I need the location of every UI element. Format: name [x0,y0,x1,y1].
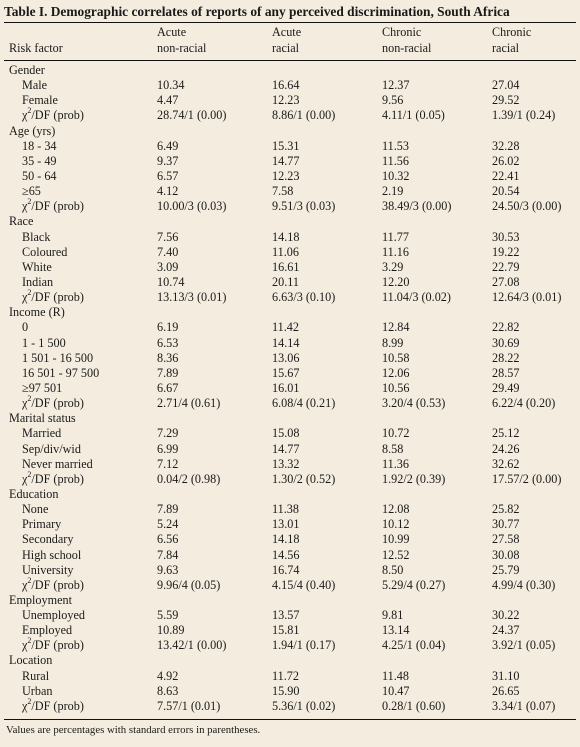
chi-square-row [0,575,580,593]
chi-square-row [0,396,580,411]
table-cell: 7.89 [157,365,179,380]
table-cell: 30.22 [492,608,520,623]
table-cell: 14.18 [272,229,300,244]
table-cell: 29.49 [492,380,520,395]
table-cell: 7.56 [157,229,179,244]
table-cell: 11.56 [382,153,409,168]
row-label: Sep/div/wid [22,441,81,456]
header-line-1: Acute [157,25,187,39]
chi-label: /DF (prob) [31,698,84,713]
table-cell: 8.58 [382,441,404,456]
row-label: 35 - 49 [22,153,57,168]
table-cell: 10.99 [382,532,410,547]
chi-square-row [0,199,580,214]
table-cell: 6.19 [157,320,179,335]
table-cell: 13.01 [272,517,300,532]
table-cell: 10.34 [157,78,185,93]
group-label: Marital status [9,411,76,426]
table-cell: 4.47 [157,93,179,108]
group-label: Race [9,214,34,229]
table-cell: 0.28/1 (0.60) [382,698,446,713]
table-cell: 32.62 [492,456,520,471]
table-cell: 15.81 [272,623,300,638]
table-cell: 11.48 [382,668,409,683]
row-label [22,638,84,653]
table-cell: 20.54 [492,184,520,199]
table-row [0,139,580,154]
table-cell: 10.58 [382,350,410,365]
table-cell: 5.59 [157,608,179,623]
chi-square-row [0,290,580,305]
table-cell: 8.63 [157,683,179,698]
table-cell: 10.74 [157,274,185,289]
table-cell: 8.50 [382,562,404,577]
table-cell: 10.47 [382,683,410,698]
chi-label: /DF (prob) [31,638,84,653]
table-body [0,63,580,714]
chi-symbol: χ [22,577,28,592]
row-label: Married [22,426,62,441]
header-line-1: Chronic [382,25,422,39]
table-row [0,93,580,108]
table-cell: 10.72 [382,426,410,441]
table-row [0,230,580,245]
table-row [0,275,580,290]
row-label: Unemployed [22,608,85,623]
group-label: Age (yrs) [9,123,56,138]
table-cell: 13.06 [272,350,300,365]
table-cell: 15.90 [272,683,300,698]
table-cell: 1.39/1 (0.24) [492,108,556,123]
header-acute-racial [272,25,301,57]
row-label: ≥65 [22,184,41,199]
table-cell: 9.96/4 (0.05) [157,577,221,592]
table-cell: 7.29 [157,426,179,441]
row-label: Secondary [22,532,74,547]
chi-superscript: 2 [27,636,32,646]
row-label: Female [22,93,58,108]
table-row [0,169,580,184]
table-cell: 28.74/1 (0.00) [157,108,227,123]
table-cell: 7.57/1 (0.01) [157,698,221,713]
row-label: Coloured [22,244,68,259]
group-label: Location [9,653,53,668]
chi-label: /DF (prob) [31,290,84,305]
table-cell: 32.28 [492,138,520,153]
row-label [22,575,84,593]
row-label: 16 501 - 97 500 [22,365,100,380]
group-header-row [0,214,580,229]
table-cell: 6.99 [157,441,179,456]
chi-superscript: 2 [27,288,32,298]
table-cell: 13.13/3 (0.01) [157,290,227,305]
group-label: Income (R) [9,305,65,320]
table-cell: 11.42 [272,320,299,335]
table-cell: 20.11 [272,274,299,289]
table-row [0,78,580,93]
table-cell: 5.24 [157,517,179,532]
table-cell: 14.14 [272,335,300,350]
table-cell: 7.12 [157,456,179,471]
table-cell: 3.92/1 (0.05) [492,638,556,653]
table-cell: 0.04/2 (0.98) [157,471,221,486]
group-header-row [0,487,580,502]
table-row [0,336,580,351]
table-cell: 28.22 [492,350,520,365]
header-risk-factor-label: Risk factor [9,40,63,55]
table-cell: 6.67 [157,380,179,395]
table-cell: 11.72 [272,668,299,683]
table-cell: 29.52 [492,93,520,108]
table-cell: 26.65 [492,683,520,698]
chi-superscript: 2 [27,394,32,404]
group-header-row [0,653,580,668]
table-cell: 8.86/1 (0.00) [272,108,336,123]
row-label: 1 501 - 16 500 [22,350,94,365]
chi-label: /DF (prob) [31,199,84,214]
table-cell: 11.38 [272,502,299,517]
table-cell: 30.77 [492,517,520,532]
table-cell: 3.20/4 (0.53) [382,396,446,411]
table-row [0,608,580,623]
header-line-2: racial [492,40,520,55]
group-header-row [0,593,580,608]
group-label: Gender [9,63,45,77]
chi-superscript: 2 [27,106,32,116]
table-cell: 6.63/3 (0.10) [272,290,336,305]
table-row [0,517,580,532]
table-cell: 22.82 [492,320,520,335]
chi-label: /DF (prob) [31,577,84,592]
table-cell: 4.92 [157,668,179,683]
table-cell: 10.00/3 (0.03) [157,199,227,214]
table-cell: 11.06 [272,244,299,259]
table-cell: 10.12 [382,517,410,532]
chi-superscript: 2 [27,575,32,585]
table-cell: 4.12 [157,184,179,199]
table-cell: 11.77 [382,229,409,244]
table-cell: 38.49/3 (0.00) [382,199,452,214]
row-label: 50 - 64 [22,168,57,183]
table-cell: 27.04 [492,78,520,93]
chi-symbol: χ [22,638,28,653]
row-label [22,396,84,411]
table-cell: 24.26 [492,441,520,456]
table-cell: 16.74 [272,562,300,577]
header-acute-non-racial [157,25,206,57]
row-label: ≥97 501 [22,380,63,395]
table-cell: 7.89 [157,502,179,517]
table-cell: 25.82 [492,502,520,517]
header-line-1: Acute [272,25,302,39]
table-cell: 12.23 [272,168,300,183]
table-cell: 14.77 [272,153,300,168]
group-header-row [0,124,580,139]
table-cell: 12.37 [382,78,410,93]
table-cell: 5.29/4 (0.27) [382,577,446,592]
table-cell: 31.10 [492,668,520,683]
chi-symbol: χ [22,290,28,305]
row-label: High school [22,547,82,562]
table-cell: 22.41 [492,168,520,183]
table-cell: 14.56 [272,547,300,562]
table-cell: 3.29 [382,259,404,274]
table-cell: 13.14 [382,623,410,638]
table-cell: 17.57/2 (0.00) [492,471,562,486]
table-cell: 4.99/4 (0.30) [492,577,556,592]
table-cell: 15.31 [272,138,300,153]
header-line-1: Chronic [492,25,532,39]
table-cell: 2.71/4 (0.61) [157,396,221,411]
table-cell: 11.36 [382,456,409,471]
table-cell: 13.32 [272,456,300,471]
table-row [0,184,580,199]
header-rule [4,60,576,61]
table-cell: 19.22 [492,244,520,259]
row-label: White [22,259,52,274]
table-cell: 13.57 [272,608,300,623]
table-cell: 7.84 [157,547,179,562]
table-cell: 25.79 [492,562,520,577]
table-cell: 16.01 [272,380,300,395]
table-cell: 6.49 [157,138,179,153]
row-label [22,108,84,123]
chi-symbol: χ [22,396,28,411]
chi-superscript: 2 [27,469,32,479]
table-row [0,548,580,563]
table-cell: 6.08/4 (0.21) [272,396,336,411]
table-row [0,532,580,547]
row-label [22,199,84,214]
row-label: Black [22,229,51,244]
row-label: Primary [22,517,62,532]
header-chronic-racial [492,25,531,57]
table-cell: 28.57 [492,365,520,380]
group-label: Education [9,486,59,501]
table-row [0,457,580,472]
table-cell: 1.94/1 (0.17) [272,638,336,653]
row-label: Urban [22,683,53,698]
chi-label: /DF (prob) [31,471,84,486]
table-row [0,154,580,169]
header-line-2: non-racial [382,40,432,55]
header-line-2: racial [272,40,300,55]
table-cell: 11.53 [382,138,409,153]
table-cell: 30.69 [492,335,520,350]
row-label: 0 [22,320,29,335]
chi-symbol: χ [22,698,28,713]
table-cell: 15.67 [272,365,300,380]
header-chronic-non-racial [382,25,431,57]
table-row [0,366,580,381]
table-cell: 12.23 [272,93,300,108]
table-cell: 4.11/1 (0.05) [382,108,445,123]
table-cell: 3.34/1 (0.07) [492,698,556,713]
row-label: None [22,502,49,517]
chi-symbol: χ [22,108,28,123]
chi-square-row [0,638,580,653]
header-risk-factor [9,25,63,57]
table-cell: 12.08 [382,502,410,517]
table-cell: 8.99 [382,335,404,350]
table-row [0,502,580,517]
table-cell: 30.08 [492,547,520,562]
row-label: Male [22,78,48,93]
table-cell: 7.40 [157,244,179,259]
table-cell: 6.53 [157,335,179,350]
table-cell: 12.64/3 (0.01) [492,290,562,305]
table-cell: 3.09 [157,259,179,274]
table-row [0,426,580,441]
table-row [0,381,580,396]
table-cell: 11.16 [382,244,409,259]
group-label: Employment [9,592,72,607]
table-row [0,320,580,335]
table-footnote: Values are percentages with standard errors in parentheses. [6,724,261,736]
table-cell: 1.92/2 (0.39) [382,471,446,486]
top-rule [4,22,576,23]
table-cell: 12.20 [382,274,410,289]
group-header-row [0,411,580,426]
row-label: Never married [22,456,93,471]
group-header-row [0,305,580,320]
chi-label: /DF (prob) [31,108,84,123]
table-cell: 12.06 [382,365,410,380]
table-cell: 10.89 [157,623,185,638]
table-cell: 9.63 [157,562,179,577]
table-row [0,245,580,260]
bottom-rule [4,719,576,720]
chi-superscript: 2 [27,197,32,207]
table-cell: 27.58 [492,532,520,547]
table-cell: 9.56 [382,93,404,108]
table-row [0,442,580,457]
table-cell: 9.81 [382,608,404,623]
table-cell: 15.08 [272,426,300,441]
table-cell: 7.58 [272,184,294,199]
table-title: Table I. Demographic correlates of reports of any perceived discrimination, South Africa [4,4,510,19]
table-cell: 6.56 [157,532,179,547]
row-label: 18 - 34 [22,138,57,153]
group-header-row [0,63,580,78]
table-cell: 14.77 [272,441,300,456]
table-row [0,684,580,699]
table-row [0,351,580,366]
table-cell: 13.42/1 (0.00) [157,638,227,653]
chi-superscript: 2 [27,696,32,706]
table-cell: 8.36 [157,350,179,365]
chi-symbol: χ [22,199,28,214]
table-cell: 10.56 [382,380,410,395]
row-label [22,290,84,305]
row-label [22,469,84,487]
table-cell: 12.84 [382,320,410,335]
table-cell: 30.53 [492,229,520,244]
table-cell: 22.79 [492,259,520,274]
row-label: University [22,562,74,577]
row-label: Employed [22,623,73,638]
table-cell: 9.51/3 (0.03) [272,199,336,214]
table-cell: 6.57 [157,168,179,183]
row-label: 1 - 1 500 [22,335,66,350]
table-cell: 26.02 [492,153,520,168]
row-label [22,696,84,714]
table-cell: 24.37 [492,623,520,638]
table-cell: 5.36/1 (0.02) [272,698,336,713]
table-cell: 25.12 [492,426,520,441]
chi-square-row [0,469,580,487]
table-row [0,669,580,684]
table-cell: 16.61 [272,259,300,274]
table-cell: 14.18 [272,532,300,547]
table-row [0,260,580,275]
table-cell: 6.22/4 (0.20) [492,396,556,411]
table-cell: 1.30/2 (0.52) [272,471,336,486]
chi-square-row [0,108,580,123]
table-cell: 24.50/3 (0.00) [492,199,562,214]
table-cell: 4.25/1 (0.04) [382,638,446,653]
table-cell: 10.32 [382,168,410,183]
header-line-2: non-racial [157,40,207,55]
table-row [0,623,580,638]
table-cell: 2.19 [382,184,404,199]
table-row [0,563,580,578]
table-cell: 4.15/4 (0.40) [272,577,336,592]
row-label: Indian [22,274,54,289]
table-cell: 16.64 [272,78,300,93]
table-cell: 11.04/3 (0.02) [382,290,451,305]
table-cell: 12.52 [382,547,410,562]
table-cell: 27.08 [492,274,520,289]
row-label: Rural [22,668,50,683]
chi-label: /DF (prob) [31,396,84,411]
table-cell: 9.37 [157,153,179,168]
chi-symbol: χ [22,471,28,486]
chi-square-row [0,696,580,714]
